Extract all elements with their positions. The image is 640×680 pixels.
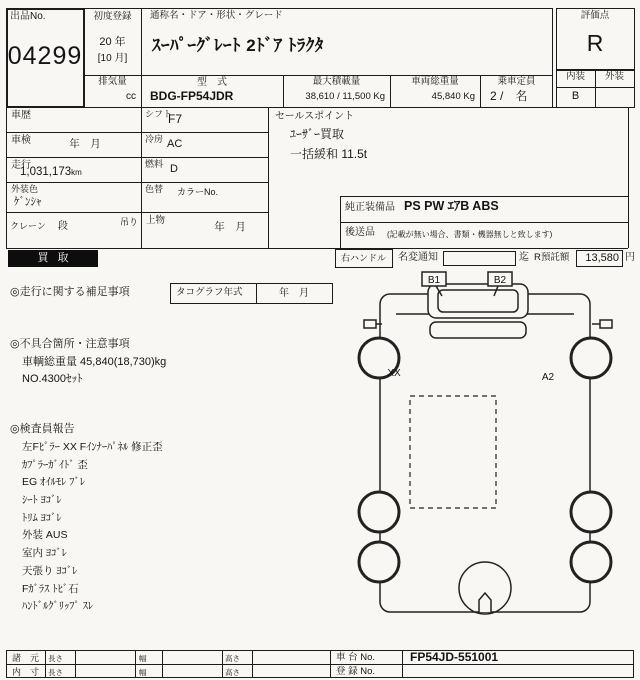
fuel-value: D <box>170 163 178 175</box>
deposit-label: R預託額 <box>534 252 570 263</box>
lot-number: 04299 <box>7 42 83 70</box>
equipment-label: 純正装備品 <box>345 202 395 213</box>
inspector-line: Fｶﾞﾗｽ ﾄﾋﾞ石 <box>22 582 79 595</box>
cooling-value: AC <box>167 138 183 150</box>
later-items-label: 後送品 <box>345 227 375 238</box>
body-equipment-value: 年 月 <box>214 221 246 233</box>
grade-value: R <box>586 30 604 56</box>
lot-no-label: 出品No. <box>10 11 46 22</box>
spec-row-label: 諸 元 <box>11 653 39 663</box>
inspection-label: 車検 <box>11 135 31 146</box>
name-change-label: 名変通知 <box>398 252 438 263</box>
crane-hang-label: 吊り <box>120 217 139 227</box>
max-load-value: 38,610 / 11,500 Kg <box>305 91 385 102</box>
shift-label: シフト <box>145 109 173 119</box>
purchase-badge: 買取 <box>8 250 98 267</box>
exterior-label: 外装 <box>604 71 624 82</box>
inspector-line: 天張り ﾖｺﾞﾚ <box>22 564 78 577</box>
interior-grade-value: B <box>571 90 580 102</box>
capacity-value: 2 / 名 <box>490 89 528 103</box>
max-load-label: 最大積載量 <box>312 76 361 87</box>
sales-point-line-2: 一括緩和 11.5t <box>290 147 368 161</box>
height-label: 高さ <box>225 654 240 663</box>
body-equipment-label: 上物 <box>146 215 166 226</box>
tachograph-label: タコグラフ年式 <box>176 287 243 298</box>
model-label: 型 式 <box>197 77 227 88</box>
defect-line: 車輌総重量 45,840(18,730)kg <box>22 356 167 368</box>
width-label: 幅 <box>139 654 147 663</box>
defect-line: NO.4300ｾｯﾄ <box>22 373 83 385</box>
shift-value: F7 <box>168 112 183 126</box>
until-label: 迄 <box>519 252 529 263</box>
crane-stage-label: 段 <box>58 221 68 232</box>
first-registration-month: [10 月] <box>97 53 128 64</box>
tachograph-value: 年 月 <box>279 288 309 299</box>
diagram-label-xx: XX <box>387 368 401 379</box>
cooling-label: 冷房 <box>145 134 164 144</box>
vehicle-name-header: 通称名・ドア・形状・グレード <box>150 10 283 21</box>
diagram-label-a2: A2 <box>541 372 555 383</box>
equipment-value: PS PW ｴｱB ABS <box>404 199 499 213</box>
inner-row-label: 内 寸 <box>11 667 39 677</box>
later-items-note: (記載が無い場合、書類・機器無しと致します) <box>387 230 553 239</box>
diagram-label-b1: B1 <box>427 275 441 286</box>
inspector-line: 室内 ﾖｺﾞﾚ <box>22 547 67 560</box>
inspector-line: ｼｰﾄ ﾖｺﾞﾚ <box>22 494 62 507</box>
chassis-no-value: FP54JD-551001 <box>410 650 499 664</box>
inspector-line: ﾊﾝﾄﾞﾙｸﾞﾘｯﾌﾟ ｽﾚ <box>22 600 94 613</box>
inspector-report-lines <box>22 441 163 618</box>
crane-label: クレーン <box>10 221 46 231</box>
diagram-label-b2: B2 <box>493 275 507 286</box>
capacity-label: 乗車定員 <box>497 76 536 87</box>
height-label: 高さ <box>225 668 240 677</box>
interior-label: 内装 <box>565 71 585 82</box>
color-no-label: カラーNo. <box>177 187 219 197</box>
width-label: 幅 <box>139 668 147 677</box>
mileage-value: 1,031,173km <box>20 166 82 178</box>
deposit-value: 13,580 <box>585 252 619 264</box>
length-label: 長さ <box>48 668 63 677</box>
inspector-line: EG ｵｲﾙﾓﾚ ﾌﾞﾚ <box>22 476 86 489</box>
deposit-unit: 円 <box>625 252 635 263</box>
mileage-unit: km <box>71 168 82 177</box>
grade-label: 評価点 <box>580 10 610 21</box>
sales-point-header: セールスポイント <box>275 111 355 122</box>
model-code: BDG-FP54JDR <box>150 89 234 103</box>
exterior-color-label: 外装色 <box>11 184 39 194</box>
registration-no-label: 登 録 No. <box>336 666 376 677</box>
sales-point-line-1: ﾕｰｻﾞｰ買取 <box>290 127 345 141</box>
inspector-line: 外装 AUS <box>22 529 68 542</box>
displacement-label: 排気量 <box>98 76 127 87</box>
defect-lines <box>22 356 166 390</box>
right-handle-label: 右ハンドル <box>340 253 386 263</box>
inspector-report-header: ◎検査員報告 <box>10 423 75 435</box>
inspection-value: 年 月 <box>69 138 101 150</box>
inspector-line: ｶﾌﾟﾗｰｶﾞｲﾄﾞ 歪 <box>22 458 88 471</box>
chassis-no-label: 車 台 No. <box>336 652 376 663</box>
defects-header: ◎不具合箇所・注意事項 <box>10 338 130 350</box>
first-registration-label: 初度登録 <box>93 11 132 22</box>
gvw-label: 車両総重量 <box>411 76 459 87</box>
vehicle-name: ｽｰﾊﾟｰｸﾞﾚｰﾄ 2ﾄﾞｱ ﾄﾗｸﾀ <box>152 36 324 55</box>
inspector-line: 左Fﾋﾟﾗｰ XX Fｲﾝﾅｰﾊﾟﾈﾙ 修正歪 <box>22 441 163 453</box>
displacement-unit: cc <box>126 91 136 102</box>
mileage-note-header: ◎走行に関する補足事項 <box>10 286 130 298</box>
first-registration-year: 20 年 <box>99 36 126 48</box>
length-label: 長さ <box>48 654 63 663</box>
inspector-line: ﾄﾘﾑ ﾖｺﾞﾚ <box>22 511 62 524</box>
exterior-color-value: ｹﾞﾝｼｬ <box>14 196 42 208</box>
mileage-label: 走行 <box>11 160 31 171</box>
vehicle-diagram <box>342 270 634 642</box>
fuel-label: 燃料 <box>145 159 164 169</box>
history-label: 車歴 <box>11 110 31 121</box>
gvw-value: 45,840 Kg <box>431 91 475 102</box>
repaint-label: 色替 <box>145 184 164 194</box>
